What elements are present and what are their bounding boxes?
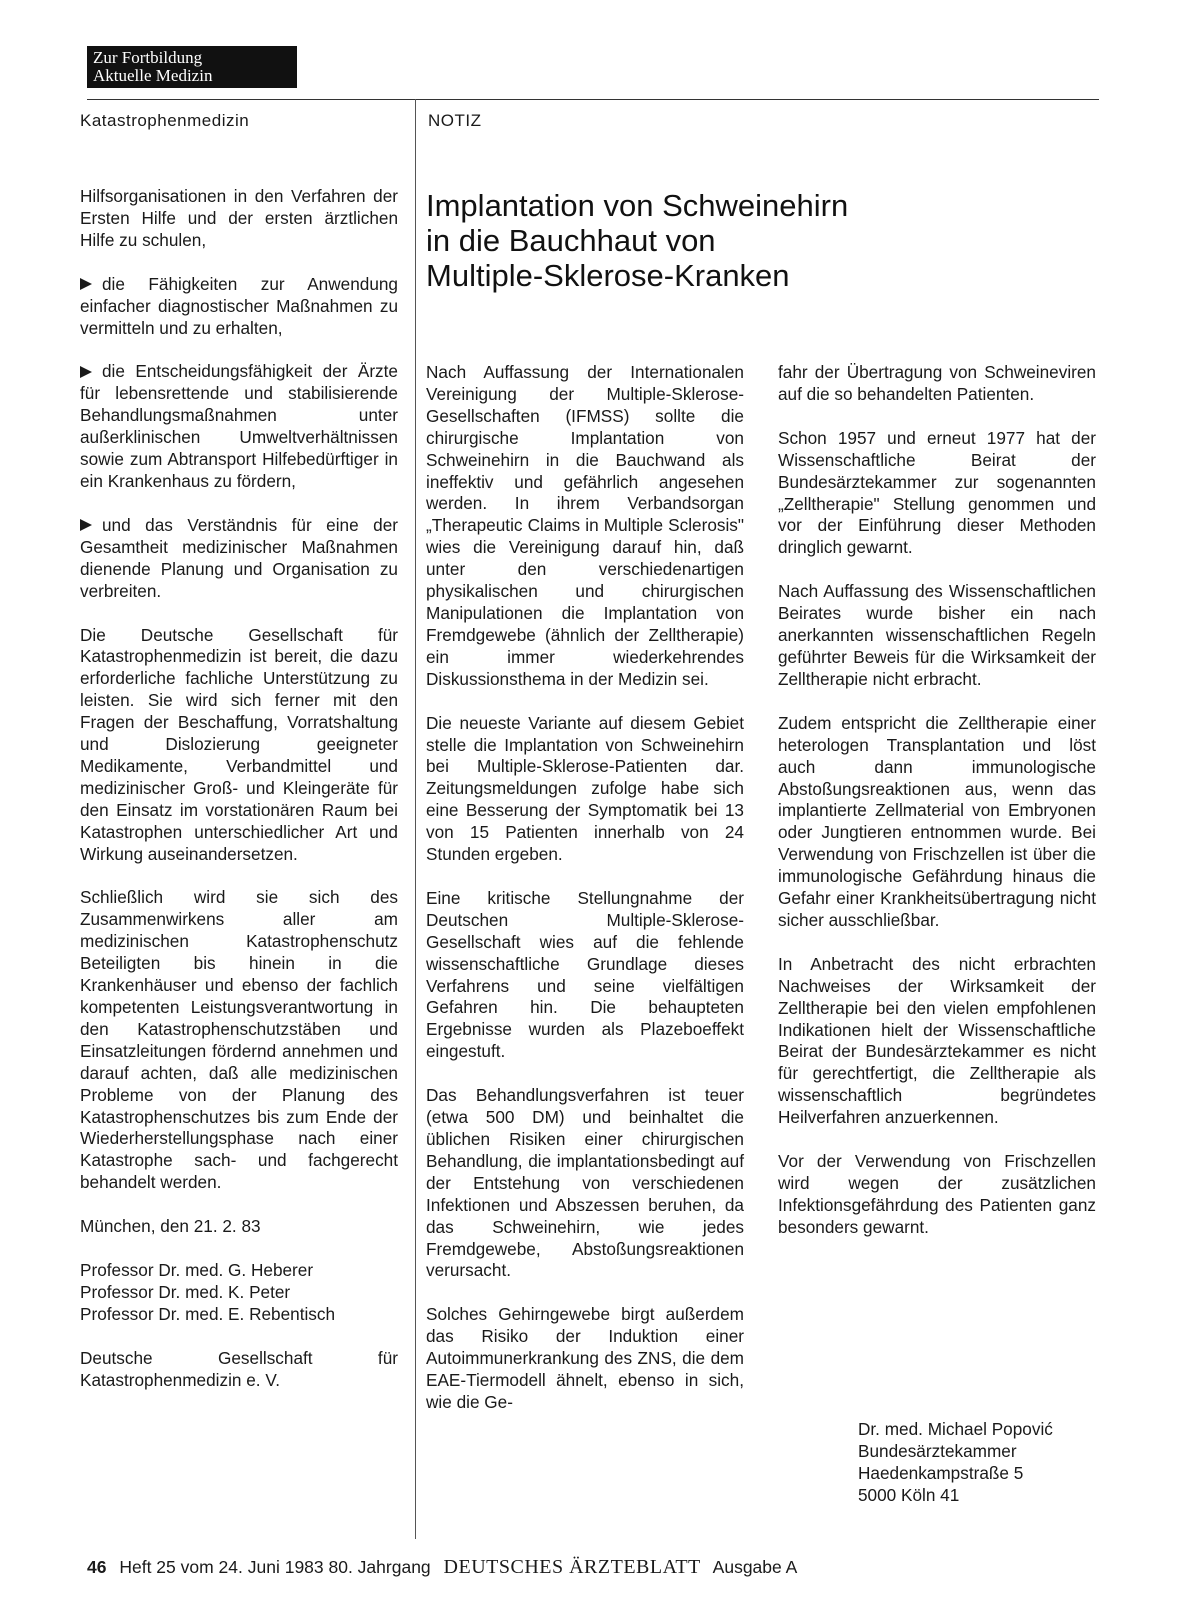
author-city: 5000 Köln 41 [858,1485,960,1505]
paragraph: fahr der Übertragung von Schweineviren auf die so behandelten Patienten. [778,362,1096,404]
date-line: München, den 21. 2. 83 [80,1216,261,1237]
paragraph: Solches Gehirngewebe birgt außerdem das Risiko der Induktion einer Autoimmunerkrankung des ZNS, die dem EAE-Tiermodell ähnelt, ebenso in sich, wie die Ge- [426,1304,744,1412]
signatory: Professor Dr. med. E. Rebentisch [80,1303,336,1324]
title-line-3: Multiple-Sklerose-Kranken [426,258,790,293]
section-label-right: NOTIZ [428,111,482,130]
bullet-item [80,515,398,603]
badge-line-1: Zur Fortbildung [93,48,203,67]
author-org: Bundesärztekammer [858,1441,1017,1461]
paragraph: Schließlich wird sie sich des Zusammenwirkens aller am medizinischen Katastrophenschutz Beteiligten bis hinein in die Krankenhäuser und ebenso der fachlich kompetenten Leistungsverantwortung in den Katastrophenschutzstäben und Einsatzleitungen fördernd annehmen und darauf achten, daß alle medizinischen Probleme von der Planung des Katastrophenschutzes bis zum Ende der Wiederherstellungsphase nach einer Katastrophe sach- und fachgerecht behandelt werden. [80,887,398,1193]
bullet-text: und das Verständnis für eine der Gesamtheit medizinischer Maßnahmen dienende Planung und Organisation zu verbreiten. [80,514,398,601]
right-column [778,362,1096,1261]
paragraph: Die Deutsche Gesellschaft für Katastrophenmedizin ist bereit, die dazu erforderliche fachliche Unterstützung zu leisten. Sie wird sich ferner mit den Fragen der Beschaffung, Vorratshaltung und Dislozierung geeigneter Medikamente, Verbandmittel und medizinischer Groß- und Kleingeräte für den Einsatz im vorstationären Raum bei Katastrophen unterschiedlicher Art und Wirkung auseinandersetzen. [80,624,398,864]
section-badge [87,46,297,88]
title-line-1: Implantation von Schweinehirn [426,188,849,223]
paragraph: Vor der Verwendung von Frischzellen wird wegen der zusätzlichen Infektionsgefährdung des Patienten ganz besonders gewarnt. [778,1151,1096,1237]
bullet-item [80,274,398,340]
paragraph: Schon 1957 und erneut 1977 hat der Wissenschaftliche Beirat der Bundesärztekammer zur sogenannten „Zelltherapie" Stellung genommen und vor der Einführung dieser Methoden dringlich gewarnt. [778,427,1096,558]
bullet-text: die Entscheidungsfähigkeit der Ärzte für lebensrettende und stabilisierende Behandlungsmaßnahmen unter außerklinischen Umweltverhältnissen sowie zum Abtransport Hilfebedürftiger in ein Krankenhaus zu fördern, [80,361,398,491]
column-divider [415,99,416,1539]
article-title [426,188,1046,293]
middle-column [426,362,744,1436]
page-footer [87,1556,797,1579]
organization-line: Deutsche Gesellschaft für Katastrophenmedizin e. V. [80,1347,398,1390]
issue-info: Heft 25 vom 24. Juni 1983 80. Jahrgang [119,1557,431,1577]
author-street: Haedenkampstraße 5 [858,1463,1024,1483]
triangle-bullet-icon [80,278,92,290]
paragraph: Nach Auffassung der Internationalen Vereinigung der Multiple-Sklerose-Gesellschaften (IFMSS) sollte die chirurgische Implantation von Schweinehirn in die Bauchwand als ineffektiv und gefährlich angesehen werden. In ihrem Verbandsorgan „Therapeutic Claims in Multiple Sclerosis" wies die Vereinigung darauf hin, daß unter den verschiedenartigen physikalischen und chirurgischen Manipulationen die Implantation von Fremdgewebe (ähnlich der Zelltherapie) ein immer wiederkehrendes Diskussionsthema in der Medizin sei. [426,362,744,689]
page-number: 46 [87,1557,107,1577]
triangle-bullet-icon [80,366,92,378]
author-name: Dr. med. Michael Popović [858,1419,1053,1439]
left-column [80,186,398,1414]
signatory: Professor Dr. med. K. Peter [80,1281,291,1302]
journal-name: DEUTSCHES ÄRZTEBLATT [443,1556,701,1578]
paragraph: Das Behandlungsverfahren ist teuer (etwa 500 DM) und beinhaltet die üblichen Risiken einer chirurgischen Behandlung, die implantationsbedingt auf der Entstehung von verschiedenen Infektionen und Abszessen beruhen, da das Schweinehirn, wie jedes Fremdgewebe, Abstoßungsreaktionen verursacht. [426,1085,744,1281]
paragraph: In Anbetracht des nicht erbrachten Nachweises der Wirksamkeit der Zelltherapie bei den vielen empfohlenen Indikationen hielt der Wissenschaftliche Beirat der Bundesärztekammer es nicht für gerechtfertigt, die Zelltherapie als wissenschaftlich begründetes Heilverfahren anzuerkennen. [778,953,1096,1128]
bullet-item [80,361,398,492]
badge-line-2: Aktuelle Medizin [93,66,213,85]
paragraph: Die neueste Variante auf diesem Gebiet stelle die Implantation von Schweinehirn bei Multiple-Sklerose-Patienten dar. Zeitungsmeldungen zufolge habe sich eine Besserung der Symptomatik bei 13 von 15 Patienten innerhalb von 24 Stunden ergeben. [426,712,744,865]
signatory: Professor Dr. med. G. Heberer [80,1260,314,1281]
top-rule [87,99,1099,100]
bullet-text: die Fähigkeiten zur Anwendung einfacher diagnostischer Maßnahmen zu vermitteln und zu erhalten, [80,273,398,338]
signatories [80,1260,398,1326]
triangle-bullet-icon [80,519,92,531]
paragraph: Hilfsorganisationen in den Verfahren der Ersten Hilfe und der ersten ärztlichen Hilfe zu schulen, [80,186,398,250]
author-block [858,1418,1053,1506]
edition: Ausgabe A [712,1557,798,1577]
paragraph: Nach Auffassung des Wissenschaftlichen Beirates wurde bisher ein nach anerkannten wissenschaftlichen Regeln geführter Beweis für die Wirksamkeit der Zelltherapie nicht erbracht. [778,581,1096,689]
section-label-left: Katastrophenmedizin [80,111,250,130]
title-line-2: in die Bauchhaut von [426,223,716,258]
paragraph: Zudem entspricht die Zelltherapie einer heterologen Transplantation und löst auch dann immunologische Abstoßungsreaktionen aus, wenn das implantierte Zellmaterial von Embryonen oder Jungtieren entnommen wurde. Bei Verwendung von Frischzellen ist über die immunologische Gefährdung hinaus die Gefahr einer Krankheitsübertragung nicht sicher ausschließbar. [778,712,1096,930]
paragraph: Eine kritische Stellungnahme der Deutschen Multiple-Sklerose-Gesellschaft wies auf die fehlende wissenschaftliche Grundlage dieses Verfahrens und seine vielfältigen Gefahren hin. Die behaupteten Ergebnisse wurden als Plazeboeffekt eingestuft. [426,887,744,1062]
